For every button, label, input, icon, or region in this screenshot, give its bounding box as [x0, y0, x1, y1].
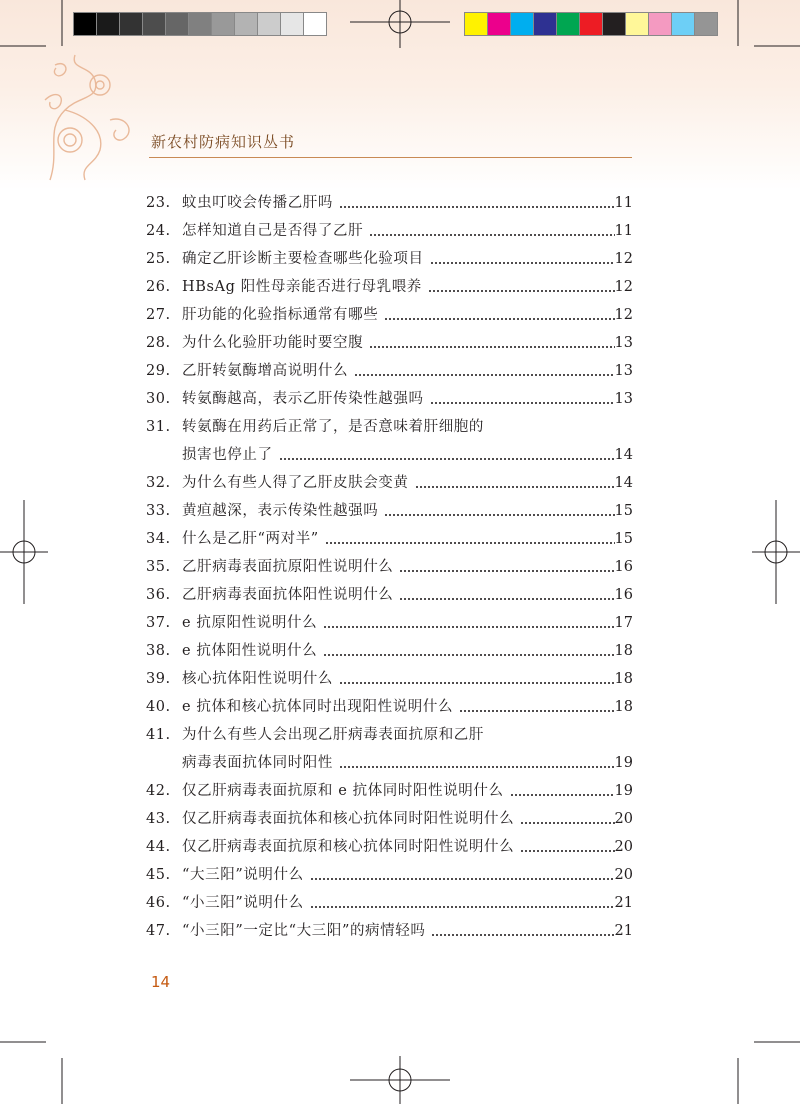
- toc-entry: [146, 805, 633, 833]
- entry-number: 31.: [146, 419, 171, 435]
- entry-number: 44.: [146, 839, 171, 855]
- entry-number: 46.: [146, 895, 171, 911]
- entry-title: 核心抗体阳性说明什么: [182, 671, 333, 687]
- entry-number: 43.: [146, 811, 171, 827]
- dot-leader: [339, 189, 615, 217]
- entry-number: 42.: [146, 783, 171, 799]
- entry-leader: [182, 553, 615, 581]
- table-of-contents: [146, 189, 633, 945]
- toc-entry: [146, 777, 633, 805]
- entry-title: “小三阳”一定比“大三阳”的病情轻吗: [182, 923, 426, 939]
- entry-leader: [182, 357, 615, 385]
- entry-leader: [182, 469, 615, 497]
- entry-page: 12: [614, 251, 633, 267]
- entry-page: 12: [614, 307, 633, 323]
- toc-entry: [146, 665, 633, 693]
- dot-leader: [520, 833, 615, 861]
- entry-number: 41.: [146, 727, 171, 743]
- entry-title: 为什么有些人得了乙肝皮肤会变黄: [182, 475, 409, 491]
- entry-title: 乙肝病毒表面抗原阳性说明什么: [182, 559, 394, 575]
- entry-leader: [182, 273, 615, 301]
- toc-entry: [146, 581, 633, 609]
- toc-entry: [146, 917, 633, 945]
- entry-number: 32.: [146, 475, 171, 491]
- dot-leader: [323, 637, 615, 665]
- toc-entry: [146, 609, 633, 637]
- entry-number: 27.: [146, 307, 171, 323]
- entry-title: 蚊虫叮咬会传播乙肝吗: [182, 195, 333, 211]
- dot-leader: [430, 245, 615, 273]
- entry-number: 38.: [146, 643, 171, 659]
- entry-number: 26.: [146, 279, 171, 295]
- entry-page: 18: [614, 699, 633, 715]
- dot-leader: [369, 217, 615, 245]
- entry-leader: [182, 497, 615, 525]
- entry-page: 17: [614, 615, 633, 631]
- entry-leader: [182, 861, 615, 889]
- entry-page: 20: [614, 811, 633, 827]
- entry-title: 怎样知道自己是否得了乙肝: [182, 223, 364, 239]
- entry-leader: [182, 749, 615, 777]
- entry-title: 什么是乙肝“两对半”: [182, 531, 319, 547]
- toc-entry: [146, 217, 633, 245]
- dot-leader: [431, 917, 615, 945]
- entry-number: 37.: [146, 615, 171, 631]
- entry-page: 11: [614, 195, 633, 211]
- dot-leader: [430, 385, 615, 413]
- entry-title: “大三阳”说明什么: [182, 867, 304, 883]
- toc-entry: [146, 833, 633, 861]
- toc-entry: [146, 357, 633, 385]
- entry-leader: [182, 693, 615, 721]
- entry-title: 确定乙肝诊断主要检查哪些化验项目: [182, 251, 424, 267]
- dot-leader: [310, 889, 615, 917]
- dot-leader: [369, 329, 615, 357]
- entry-page: 16: [614, 559, 633, 575]
- entry-leader: [182, 665, 615, 693]
- dot-leader: [384, 301, 615, 329]
- entry-title: e 抗体阳性说明什么: [182, 643, 318, 659]
- entry-title: 乙肝转氨酶增高说明什么: [182, 363, 349, 379]
- toc-entry: [146, 189, 633, 217]
- series-title: 新农村防病知识丛书: [151, 133, 296, 151]
- entry-page: 16: [614, 587, 633, 603]
- entry-title: 黄疸越深，表示传染性越强吗: [182, 503, 379, 519]
- entry-page: 21: [614, 923, 633, 939]
- dot-leader: [428, 273, 615, 301]
- toc-entry: [146, 245, 633, 273]
- entry-page: 13: [614, 391, 633, 407]
- entry-page: 13: [614, 363, 633, 379]
- entry-page: 15: [614, 531, 633, 547]
- dot-leader: [399, 581, 615, 609]
- entry-title: 肝功能的化验指标通常有哪些: [182, 307, 379, 323]
- dot-leader: [459, 693, 615, 721]
- dot-leader: [415, 469, 616, 497]
- entry-number: 34.: [146, 531, 171, 547]
- entry-title: e 抗原阳性说明什么: [182, 615, 318, 631]
- entry-number: 29.: [146, 363, 171, 379]
- dot-leader: [354, 357, 615, 385]
- entry-title-continued: 损害也停止了: [182, 447, 273, 463]
- entry-title-continued: 病毒表面抗体同时阳性: [182, 755, 333, 771]
- header-rule: [149, 157, 632, 158]
- entry-page: 19: [614, 755, 633, 771]
- entry-page: 20: [614, 839, 633, 855]
- entry-title: 仅乙肝病毒表面抗体和核心抗体同时阳性说明什么: [182, 811, 515, 827]
- toc-entry: [146, 273, 633, 301]
- entry-leader: [182, 609, 615, 637]
- entry-page: 14: [614, 447, 633, 463]
- entry-number: 30.: [146, 391, 171, 407]
- entry-leader: [182, 189, 615, 217]
- toc-entry-continuation: [146, 441, 633, 469]
- entry-title: 仅乙肝病毒表面抗原和核心抗体同时阳性说明什么: [182, 839, 515, 855]
- toc-entry: [146, 413, 633, 441]
- entry-number: 28.: [146, 335, 171, 351]
- toc-entry: [146, 301, 633, 329]
- entry-number: 25.: [146, 251, 171, 267]
- entry-number: 23.: [146, 195, 171, 211]
- dot-leader: [339, 665, 615, 693]
- toc-entry: [146, 721, 633, 749]
- dot-leader: [520, 805, 615, 833]
- entry-number: 24.: [146, 223, 171, 239]
- entry-number: 47.: [146, 923, 171, 939]
- entry-page: 18: [614, 671, 633, 687]
- entry-leader: [182, 301, 615, 329]
- entry-number: 39.: [146, 671, 171, 687]
- entry-page: 14: [614, 475, 633, 491]
- entry-leader: [182, 917, 615, 945]
- entry-number: 36.: [146, 587, 171, 603]
- toc-entry: [146, 861, 633, 889]
- entry-page: 11: [614, 223, 633, 239]
- entry-page: 15: [614, 503, 633, 519]
- dot-leader: [310, 861, 615, 889]
- dot-leader: [510, 777, 615, 805]
- dot-leader: [339, 749, 615, 777]
- dot-leader: [279, 441, 615, 469]
- entry-number: 40.: [146, 699, 171, 715]
- entry-title: e 抗体和核心抗体同时出现阳性说明什么: [182, 699, 454, 715]
- entry-leader: [182, 441, 615, 469]
- entry-title: 为什么有些人会出现乙肝病毒表面抗原和乙肝: [182, 727, 484, 743]
- entry-page: 21: [614, 895, 633, 911]
- entry-leader: [182, 385, 615, 413]
- toc-entry-continuation: [146, 749, 633, 777]
- dot-leader: [323, 609, 615, 637]
- page-number: 14: [151, 973, 171, 991]
- entry-leader: [182, 805, 615, 833]
- entry-leader: [182, 217, 615, 245]
- entry-title: HBsAg 阳性母亲能否进行母乳喂养: [182, 279, 422, 295]
- entry-page: 19: [614, 783, 633, 799]
- entry-leader: [182, 637, 615, 665]
- entry-title: 乙肝病毒表面抗体阳性说明什么: [182, 587, 394, 603]
- entry-leader: [182, 833, 615, 861]
- entry-page: 13: [614, 335, 633, 351]
- toc-entry: [146, 469, 633, 497]
- toc-entry: [146, 637, 633, 665]
- entry-leader: [182, 889, 615, 917]
- entry-number: 33.: [146, 503, 171, 519]
- toc-entry: [146, 329, 633, 357]
- entry-leader: [182, 525, 615, 553]
- toc-entry: [146, 889, 633, 917]
- dot-leader: [384, 497, 615, 525]
- entry-number: 45.: [146, 867, 171, 883]
- toc-entry: [146, 693, 633, 721]
- entry-title: 为什么化验肝功能时要空腹: [182, 335, 364, 351]
- entry-leader: [182, 777, 615, 805]
- entry-page: 12: [614, 279, 633, 295]
- toc-entry: [146, 525, 633, 553]
- dot-leader: [399, 553, 615, 581]
- entry-title: 转氨酶越高，表示乙肝传染性越强吗: [182, 391, 424, 407]
- entry-title: 仅乙肝病毒表面抗原和 e 抗体同时阳性说明什么: [182, 783, 504, 799]
- entry-leader: [182, 245, 615, 273]
- entry-number: 35.: [146, 559, 171, 575]
- toc-entry: [146, 553, 633, 581]
- entry-leader: [182, 329, 615, 357]
- toc-entry: [146, 497, 633, 525]
- entry-page: 20: [614, 867, 633, 883]
- entry-title: 转氨酶在用药后正常了，是否意味着肝细胞的: [182, 419, 484, 435]
- toc-entry: [146, 385, 633, 413]
- dot-leader: [325, 525, 615, 553]
- entry-page: 18: [614, 643, 633, 659]
- entry-title: “小三阳”说明什么: [182, 895, 304, 911]
- entry-leader: [182, 581, 615, 609]
